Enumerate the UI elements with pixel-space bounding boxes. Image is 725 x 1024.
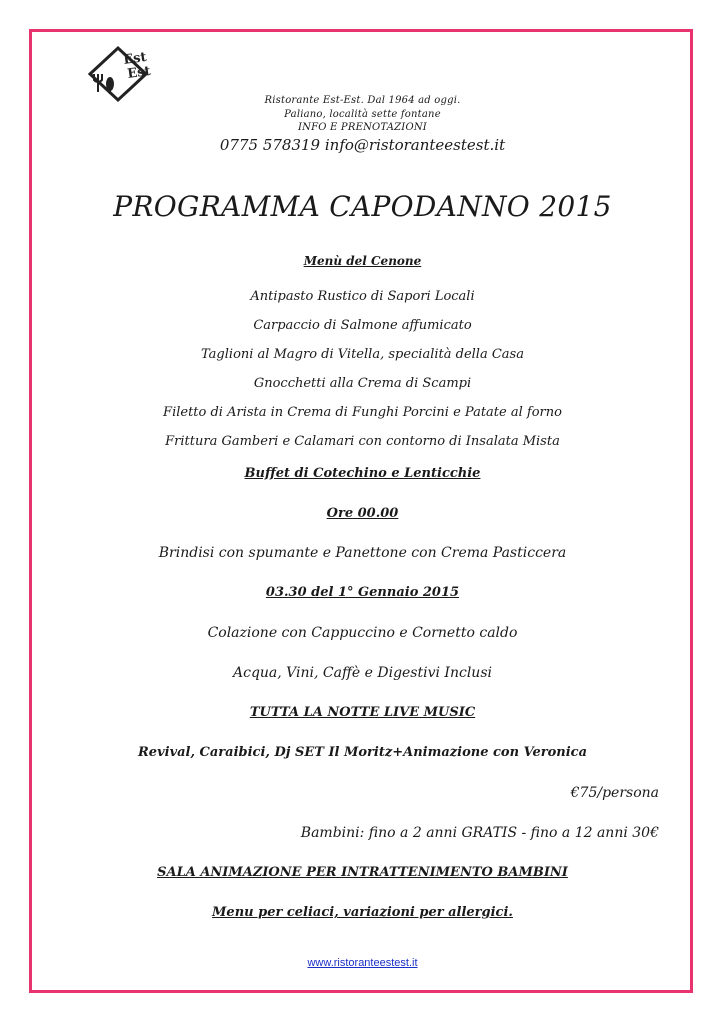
info-label: INFO E PRENOTAZIONI: [298, 122, 427, 133]
address-line-2: Paliano, località sette fontane: [284, 109, 441, 120]
buffet-heading: Buffet di Cotechino e Lenticchie: [244, 466, 481, 481]
svg-text:Est: Est: [122, 49, 148, 68]
menu-item: Frittura Gamberi e Calamari con contorno di Insalata Mista: [165, 434, 560, 449]
kids-room-heading: SALA ANIMAZIONE PER INTRATTENIMENTO BAMBINI: [157, 865, 568, 880]
music-heading: TUTTA LA NOTTE LIVE MUSIC: [249, 705, 476, 720]
menu-item: Filetto di Arista in Crema di Funghi Porcini e Patate al forno: [163, 405, 562, 420]
svg-text:Est: Est: [126, 63, 152, 82]
website-link[interactable]: www.ristoranteestest.it: [307, 957, 418, 969]
breakfast-time: 03.30 del 1° Gennaio 2015: [265, 585, 460, 600]
menu-heading: Menù del Cenone: [303, 254, 422, 268]
menu-item: Carpaccio di Salmone affumicato: [253, 318, 472, 333]
breakfast-description: Colazione con Cappuccino e Cornetto caldo: [207, 625, 518, 641]
menu-item: Antipasto Rustico di Sapori Locali: [250, 289, 475, 304]
children-price: Bambini: fino a 2 anni GRATIS - fino a 12 anni 30€: [300, 825, 659, 841]
contact-line: 0775 578319 info@ristoranteestest.it: [219, 136, 506, 154]
menu-item: Taglioni al Magro di Vitella, specialità della Casa: [201, 347, 524, 362]
celiac-note: Menu per celiaci, variazioni per allergici.: [212, 905, 513, 920]
address-line-1: Ristorante Est-Est. Dal 1964 ad oggi.: [264, 95, 461, 106]
midnight-description: Brindisi con spumante e Panettone con Crema Pasticcera: [158, 545, 567, 561]
midnight-time: Ore 00.00: [326, 506, 399, 521]
page-title: PROGRAMMA CAPODANNO 2015: [113, 190, 612, 223]
music-description: Revival, Caraibici, Dj SET Il Moritz+Animazione con Veronica: [138, 745, 587, 760]
drinks-included: Acqua, Vini, Caffè e Digestivi Inclusi: [233, 665, 492, 681]
adult-price: €75/persona: [570, 785, 659, 801]
menu-item: Gnocchetti alla Crema di Scampi: [253, 376, 472, 391]
